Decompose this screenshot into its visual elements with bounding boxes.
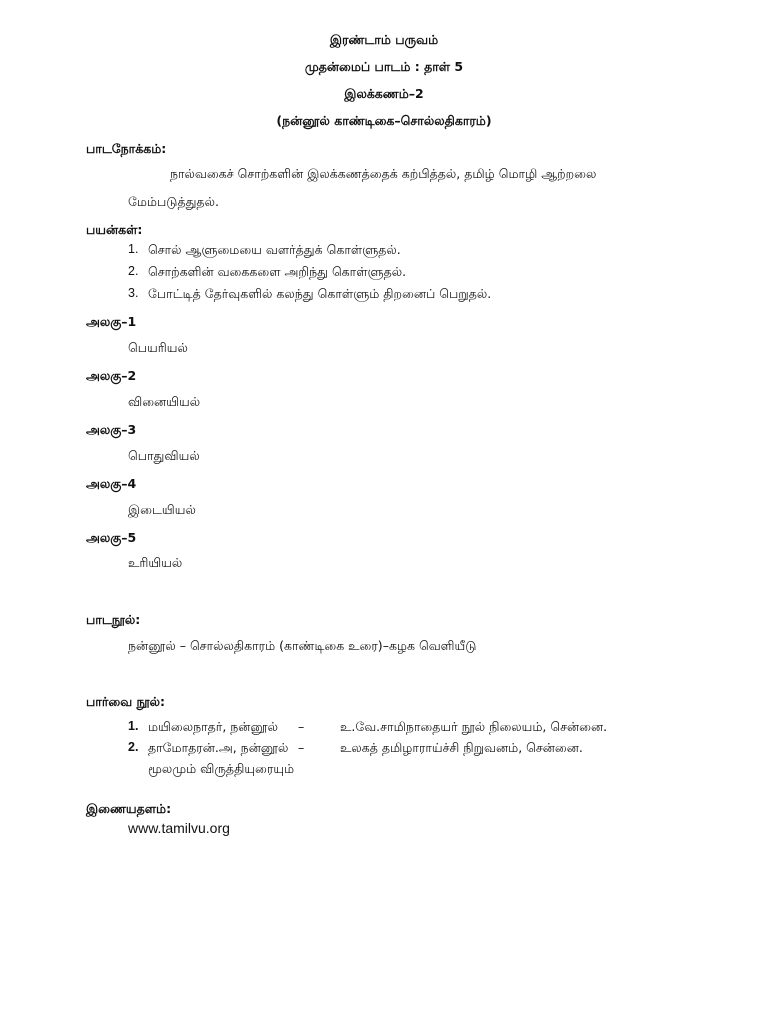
- textbook-heading: பாடநூல்:: [86, 612, 141, 627]
- reference-publisher: உ.வே.சாமிநாதையர் நூல் நிலையம், சென்னை.: [340, 719, 608, 734]
- unit-heading: அலகு–2: [86, 368, 137, 383]
- semester-heading: இரண்டாம் பருவம்: [329, 32, 439, 47]
- subject-heading: இலக்கணம்–2: [344, 86, 424, 101]
- unit-heading: அலகு–5: [86, 530, 137, 545]
- outcome-number: 1.: [128, 242, 139, 256]
- outcome-number: 3.: [128, 286, 139, 300]
- reference-publisher: உலகத் தமிழாராய்ச்சி நிறுவனம், சென்னை.: [340, 740, 583, 755]
- reference-number: 1.: [128, 719, 139, 733]
- outcomes-heading: பயன்கள்:: [86, 222, 143, 237]
- textbook-text: நன்னூல் – சொல்லதிகாரம் (காண்டிகை உரை)–கழக வெளியீடு: [128, 638, 477, 653]
- reference-dash: –: [298, 719, 305, 734]
- outcome-number: 2.: [128, 264, 139, 278]
- outcome-text: சொல் ஆளுமையை வளர்த்துக் கொள்ளுதல்.: [148, 242, 401, 257]
- objective-heading: பாடநோக்கம்:: [86, 141, 167, 156]
- reference-title: மயிலைநாதர், நன்னூல்: [148, 719, 279, 734]
- reference-number: 2.: [128, 740, 139, 754]
- unit-heading: அலகு–1: [86, 314, 137, 329]
- paper-heading: முதன்மைப் பாடம் : தாள் 5: [304, 59, 464, 74]
- objective-text-line2: மேம்படுத்துதல்.: [128, 194, 219, 209]
- reference-title-continued: மூலமும் விருத்தியுரையும்: [148, 761, 295, 776]
- unit-topic: பொதுவியல்: [128, 448, 200, 463]
- references-heading: பார்வை நூல்:: [86, 694, 166, 709]
- reference-title: தாமோதரன்.அ, நன்னூல்: [148, 740, 289, 755]
- unit-topic: இடையியல்: [128, 502, 196, 517]
- unit-heading: அலகு–4: [86, 476, 137, 491]
- unit-topic: வினையியல்: [128, 394, 201, 409]
- subject-subtitle: (நன்னூல் காண்டிகை–சொல்லதிகாரம்): [276, 113, 492, 128]
- website-heading: இணையதளம்:: [86, 801, 172, 816]
- unit-heading: அலகு–3: [86, 422, 137, 437]
- outcome-text: போட்டித் தேர்வுகளில் கலந்து கொள்ளும் திறனைப் பெறுதல்.: [148, 286, 492, 301]
- website-link[interactable]: www.tamilvu.org: [128, 820, 230, 836]
- reference-dash: –: [298, 740, 305, 755]
- outcome-text: சொற்களின் வகைகளை அறிந்து கொள்ளுதல்.: [148, 264, 407, 279]
- unit-topic: உரியியல்: [128, 555, 183, 570]
- unit-topic: பெயரியல்: [128, 340, 188, 355]
- objective-text-line1: நால்வகைச் சொற்களின் இலக்கணத்தைக் கற்பித்தல், தமிழ் மொழி ஆற்றலை: [170, 166, 597, 181]
